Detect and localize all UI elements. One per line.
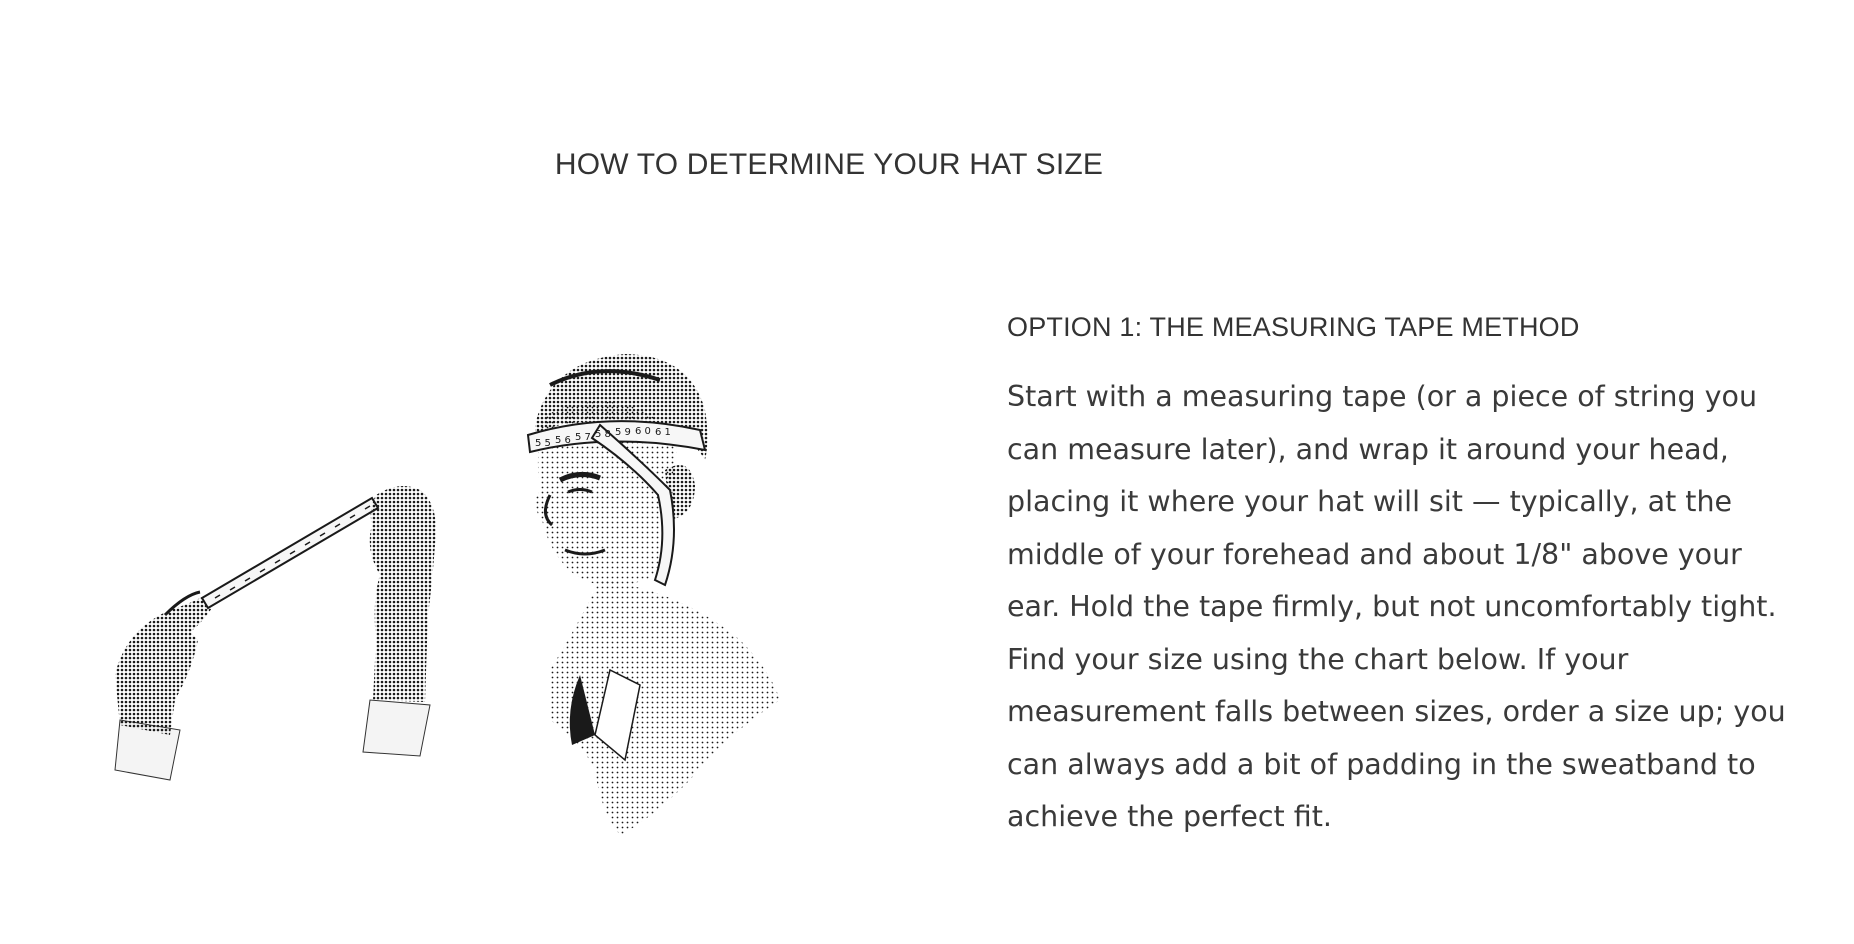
tape-number-6: 6 0 — [635, 426, 651, 437]
tape-number-7: 6 1 — [655, 427, 671, 438]
tape-number-2: 5 6 — [555, 435, 571, 446]
left-hand-icon — [115, 592, 212, 780]
man-measuring-head-illustration-icon — [80, 340, 900, 840]
page-title — [0, 148, 1854, 182]
option-1-body: Start with a measuring tape (or a piece of string you can measure later), and wrap it around your head, placing it where your hat will sit — typically, at the middle of your forehead and about 1/8" above your ear. Hold the tape firmly, but not uncomfortably tight. Find your size using the chart below. If your measurement falls between sizes, order a size up; you can always add a bit of padding in the sweatband to achieve the perfect fit. — [1007, 380, 1786, 833]
tape-number-5: 5 9 — [615, 427, 631, 438]
option-1-title: OPTION 1: THE MEASURING TAPE METHOD — [1007, 312, 1580, 342]
page-title-text: HOW TO DETERMINE YOUR HAT SIZE — [554, 148, 1104, 181]
tape-number-4: 5 8 — [595, 429, 611, 440]
measuring-tape-icon — [202, 498, 378, 608]
man-head-icon — [528, 354, 780, 835]
option-1-section — [1007, 312, 1787, 844]
hat-size-illustration — [80, 340, 900, 840]
tape-number-3: 5 7 — [575, 432, 591, 443]
right-hand-icon — [363, 486, 436, 756]
tape-number-1: 5 5 — [535, 438, 551, 449]
